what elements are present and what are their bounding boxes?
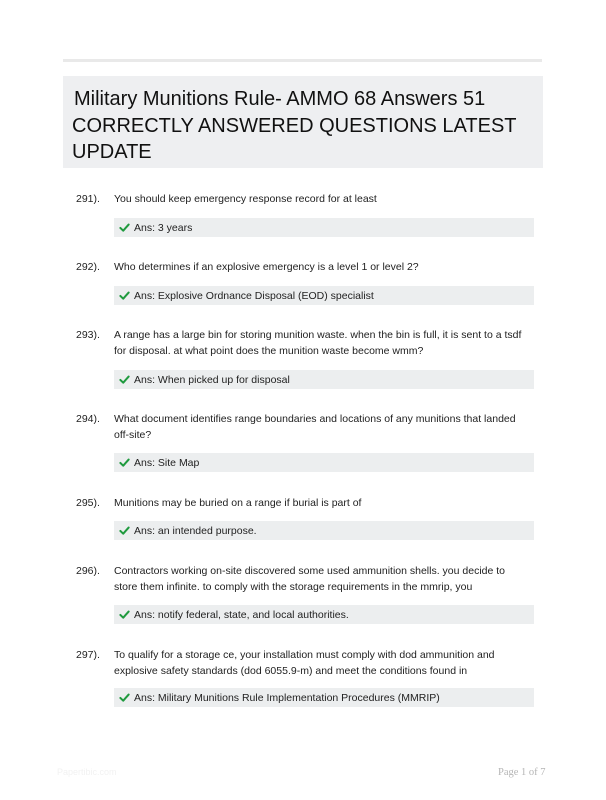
answer-box xyxy=(114,688,534,707)
question-line: off-site? xyxy=(114,428,152,441)
top-divider xyxy=(63,59,542,62)
document-title-banner xyxy=(63,76,543,168)
check-icon xyxy=(119,374,130,385)
question-text xyxy=(114,328,534,359)
check-icon xyxy=(119,290,130,301)
question-line: A range has a large bin for storing munition waste. when the bin is full, it is sent to a tsdf xyxy=(114,329,522,341)
answer-box xyxy=(114,370,534,389)
question-line: To qualify for a storage ce, your installation must comply with dod ammunition and xyxy=(114,649,495,661)
question-line: Contractors working on-site discovered some used ammunition shells. you decide to xyxy=(114,565,506,577)
question-line: Who determines if an explosive emergency is a level 1 or level 2? xyxy=(114,261,419,273)
answer-box xyxy=(114,521,534,540)
question-line: explosive safety standards (dod 6055.9-m) and meet the conditions found in xyxy=(114,664,468,677)
answer-text: Ans: When picked up for disposal xyxy=(134,373,290,386)
answer-text: Ans: Site Map xyxy=(134,456,200,469)
answer-box xyxy=(114,218,534,237)
question-line: store them infinite. to comply with the storage requirements in the mmrip, you xyxy=(114,580,473,593)
check-icon xyxy=(119,457,130,468)
answer-text: Ans: 3 years xyxy=(134,221,193,234)
question-number: 294). xyxy=(76,413,100,425)
check-icon xyxy=(119,525,130,536)
answer-box xyxy=(114,605,534,624)
question-line: Munitions may be buried on a range if burial is part of xyxy=(114,497,362,509)
question-text xyxy=(114,564,534,595)
title-line: UPDATE xyxy=(72,141,152,163)
question-number: 297). xyxy=(76,649,100,661)
question-text xyxy=(114,496,534,512)
question-line: You should keep emergency response record for at least xyxy=(114,193,377,205)
question-number: 291). xyxy=(76,193,100,205)
answer-box xyxy=(114,453,534,472)
title-line: Military Munitions Rule- AMMO 68 Answers 51 xyxy=(74,88,486,110)
question-number: 295). xyxy=(76,497,100,509)
question-number: 292). xyxy=(76,261,100,273)
answer-text: Ans: an intended purpose. xyxy=(134,524,257,537)
question-line: What document identifies range boundaries and locations of any munitions that landed xyxy=(114,413,516,425)
question-number: 293). xyxy=(76,329,100,341)
title-line: CORRECTLY ANSWERED QUESTIONS LATEST xyxy=(72,114,517,137)
question-text xyxy=(114,260,534,276)
page-number: Page 1 of 7 xyxy=(498,767,546,778)
answer-text: Ans: notify federal, state, and local authorities. xyxy=(134,608,349,621)
footer-watermark: Papertibic.com xyxy=(57,767,117,777)
check-icon xyxy=(119,222,130,233)
answer-text: Ans: Military Munitions Rule Implementation Procedures (MMRIP) xyxy=(134,691,440,704)
answer-text: Ans: Explosive Ordnance Disposal (EOD) specialist xyxy=(134,289,374,302)
question-line: for disposal. at what point does the munition waste become wmm? xyxy=(114,344,424,357)
document-title xyxy=(72,86,535,166)
question-number: 296). xyxy=(76,565,100,577)
check-icon xyxy=(119,609,130,620)
question-text xyxy=(114,648,534,679)
answer-box xyxy=(114,286,534,305)
check-icon xyxy=(119,692,130,703)
question-text xyxy=(114,412,534,443)
question-text xyxy=(114,192,534,208)
